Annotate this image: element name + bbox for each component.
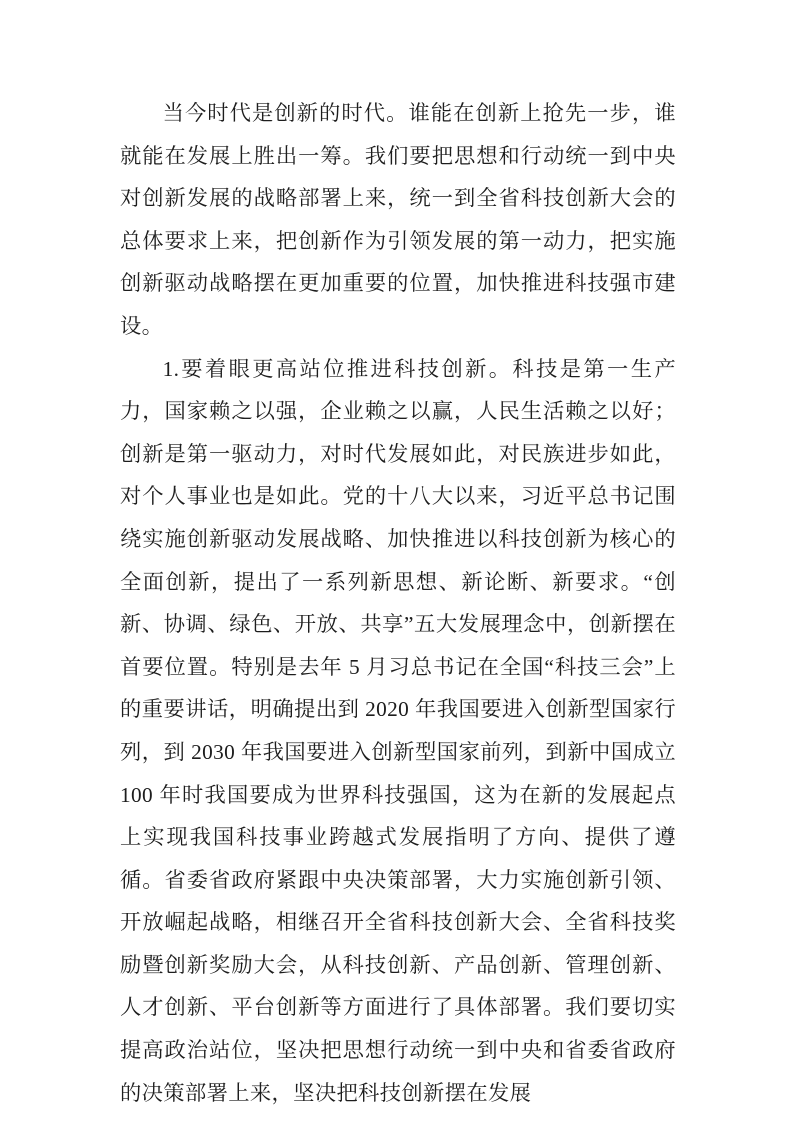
document-text-body — [120, 92, 676, 1114]
paragraph-1: 当今时代是创新的时代。谁能在创新上抢先一步，谁就能在发展上胜出一筹。我们要把思想和行动统一到中央对创新发展的战略部署上来，统一到全省科技创新大会的总体要求上来，把创新作为引领发展的第一动力，把实施创新驱动战略摆在更加重要的位置，加快推进科技强市建设。 — [120, 101, 676, 338]
paragraph-2: 1.要着眼更高站位推进科技创新。科技是第一生产力，国家赖之以强，企业赖之以赢，人民生活赖之以好；创新是第一驱动力，对时代发展如此，对民族进步如此，对个人事业也是如此。党的十八大以来，习近平总书记围绕实施创新驱动发展战略、加快推进以科技创新为核心的全面创新，提出了一系列新思想、新论断、新要求。“创新、协调、绿色、开放、共享”五大发展理念中，创新摆在首要位置。特别是去年 5 月习总书记在全国“科技三会”上的重要讲话，明确提出到 2020 年我国要进入创新型国家行列，到 2030 年我国要进入创新型国家前列，到新中国成立 100 年时我国要成为世界科技强国，这为在新的发展起点上实现我国科技事业跨越式发展指明了方向、提供了遵循。省委省政府紧跟中央决策部署，大力实施创新引领、开放崛起战略，相继召开全省科技创新大会、全省科技奖励暨创新奖励大会，从科技创新、产品创新、管理创新、人才创新、平台创新等方面进行了具体部署。我们要切实提高政治站位，坚决把思想行动统一到中央和省委省政府的决策部署上来，坚决把科技创新摆在发展 — [120, 356, 676, 1105]
